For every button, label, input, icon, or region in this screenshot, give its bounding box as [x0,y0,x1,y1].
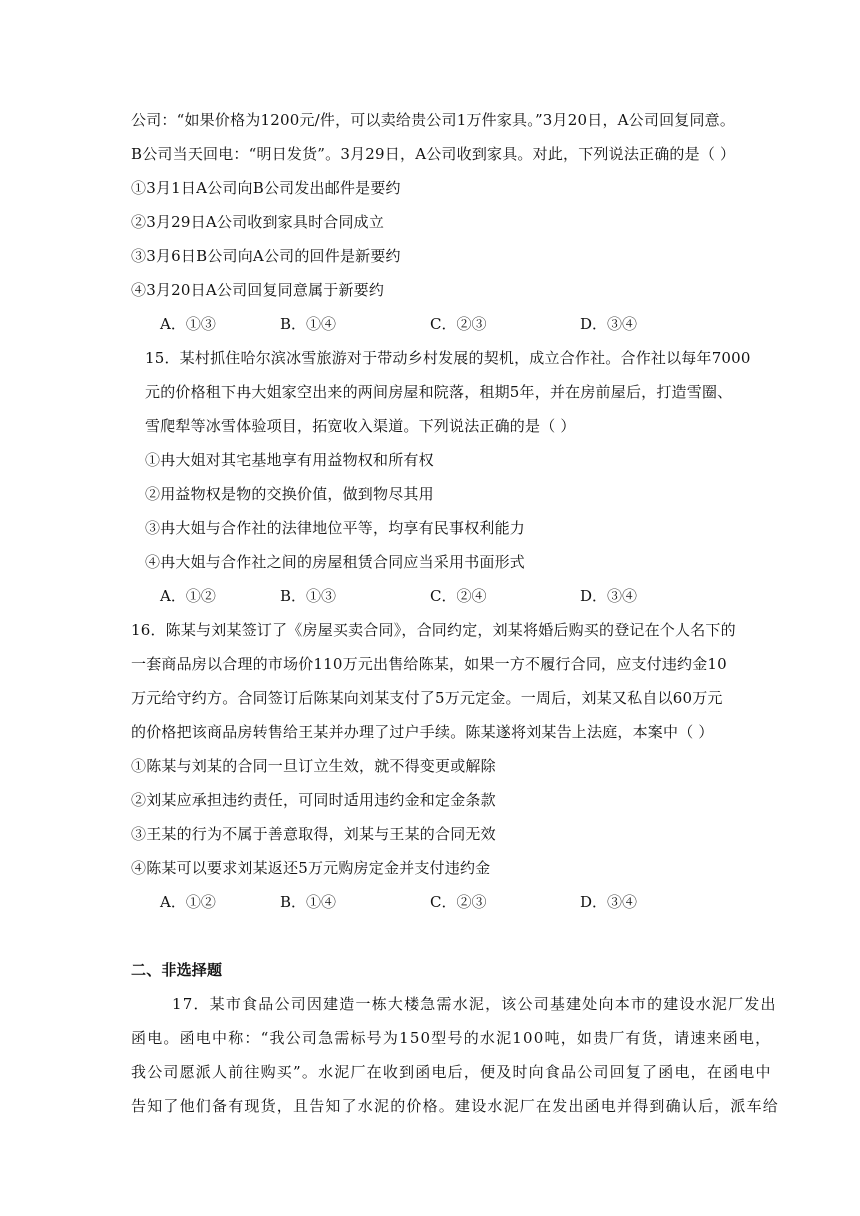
q16-stem-line-1: 16．陈某与刘某签订了《房屋买卖合同》，合同约定，刘某将婚后购买的登记在个人名下的 [131,621,736,639]
q14-option-b[interactable]: B．①④ [280,315,337,333]
q16-stem-line-3: 万元给守约方。合同签订后陈某向刘某支付了5万元定金。一周后，刘某又私自以60万元 [131,689,723,707]
q14-statement-2: ②3月29日A公司收到家具时合同成立 [131,213,385,231]
q16-options [160,892,720,912]
q16-statement-4: ④陈某可以要求刘某返还5万元购房定金并支付违约金 [131,859,491,877]
q16-stem-line-4: 的价格把该商品房转售给王某并办理了过户手续。陈某遂将刘某告上法庭，本案中（ ） [131,723,714,741]
q15-option-b[interactable]: B．①③ [280,587,337,605]
q16-stem-line-2: 一套商品房以合理的市场价110万元出售给陈某，如果一方不履行合同，应支付违约金10 [131,655,727,673]
q14-option-d[interactable]: D．③④ [580,315,638,333]
q14-statement-4: ④3月20日A公司回复同意属于新要约 [131,281,385,299]
q16-option-a[interactable]: A．①② [160,893,216,911]
q14-option-a[interactable]: A．①③ [160,315,216,333]
q16-option-c[interactable]: C．②③ [430,893,487,911]
q14-option-c[interactable]: C．②③ [430,315,487,333]
q15-statement-3: ③冉大姐与合作社的法律地位平等，均享有民事权利能力 [145,519,526,537]
q14-stem-line-2: B公司当天回电：“明日发货”。3月29日，A公司收到家具。对此，下列说法正确的是（ ） [131,145,736,163]
q16-statement-3: ③王某的行为不属于善意取得，刘某与王某的合同无效 [131,825,496,843]
q14-statement-1: ①3月1日A公司向B公司发出邮件是要约 [131,179,401,197]
q15-option-d[interactable]: D．③④ [580,587,638,605]
q14-statement-3: ③3月6日B公司向A公司的回件是新要约 [131,247,401,265]
q17-line-1: 17．某市食品公司因建造一栋大楼急需水泥，该公司基建处向本市的建设水泥厂发出 [172,995,777,1013]
q17-line-4: 告知了他们备有现货，且告知了水泥的价格。建设水泥厂在发出函电并得到确认后，派车给 [131,1097,780,1115]
q15-statement-4: ④冉大姐与合作社之间的房屋租赁合同应当采用书面形式 [145,553,526,571]
q14-stem-line-1: 公司：“如果价格为1200元/件，可以卖给贵公司1万件家具。”3月20日，A公司回复同意。 [131,111,736,129]
q17-line-2: 函电。函电中称：“我公司急需标号为150型号的水泥100吨，如贵厂有货，请速来函电， [131,1029,772,1047]
q15-option-a[interactable]: A．①② [160,587,216,605]
q15-stem-line-2: 元的价格租下冉大姐家空出来的两间房屋和院落，租期5年，并在房前屋后，打造雪圈、 [145,383,733,401]
section-heading: 二、非选择题 [131,961,223,979]
q16-statement-2: ②刘某应承担违约责任，可同时适用违约金和定金条款 [131,791,496,809]
q16-option-d[interactable]: D．③④ [580,893,638,911]
q14-options [160,314,720,334]
q15-options [160,586,720,606]
q15-stem-line-1: 15．某村抓住哈尔滨冰雪旅游对于带动乡村发展的契机，成立合作社。合作社以每年7000 [145,349,751,367]
q16-option-b[interactable]: B．①④ [280,893,337,911]
q15-option-c[interactable]: C．②④ [430,587,487,605]
q17-line-3: 我公司愿派人前往购买”。水泥厂在收到函电后，便及时向食品公司回复了函电，在函电中 [131,1063,772,1081]
q16-statement-1: ①陈某与刘某的合同一旦订立生效，就不得变更或解除 [131,757,496,775]
q15-statement-1: ①冉大姐对其宅基地享有用益物权和所有权 [145,451,434,469]
q15-statement-2: ②用益物权是物的交换价值，做到物尽其用 [145,485,434,503]
q15-stem-line-3: 雪爬犁等冰雪体验项目，拓宽收入渠道。下列说法正确的是（ ） [145,417,576,435]
